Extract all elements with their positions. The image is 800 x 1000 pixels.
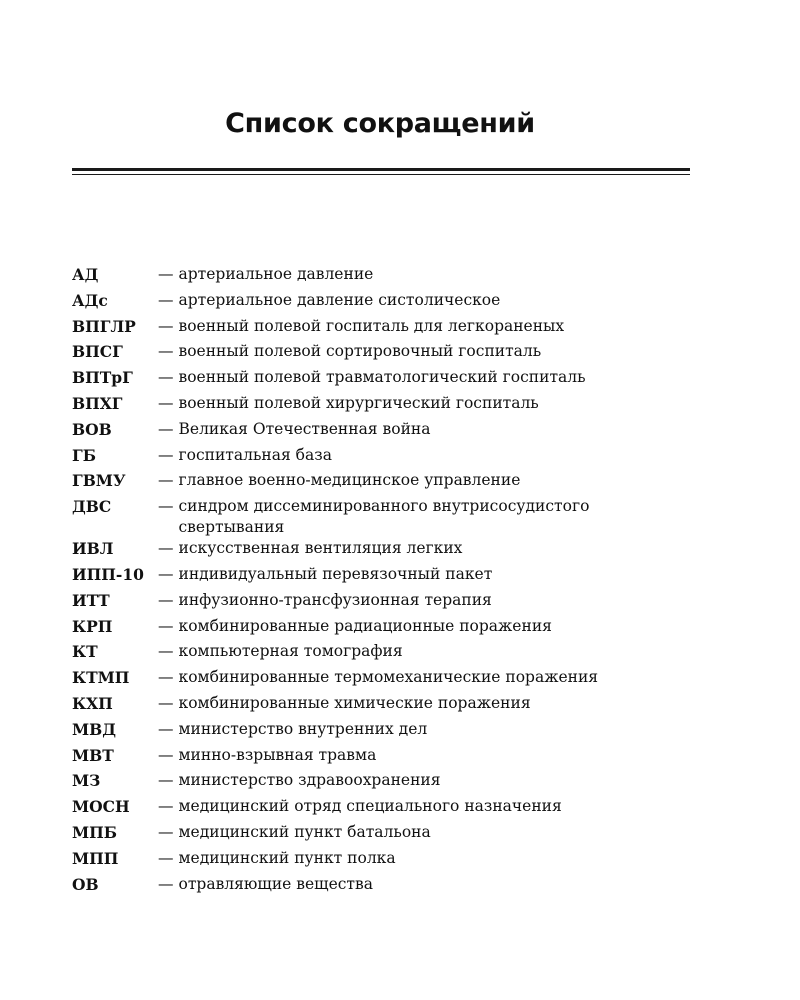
abbreviation-dash: — [158, 539, 174, 558]
abbreviation-term: МЗ [72, 771, 101, 791]
abbreviation-row [72, 848, 642, 874]
abbreviation-term: ВОВ [72, 419, 112, 439]
abbreviation-term: ИПП-10 [72, 564, 144, 584]
abbreviation-dash: — [158, 342, 174, 361]
abbreviation-definition: Великая Отечественная война [178, 419, 431, 438]
abbreviation-row [72, 538, 642, 564]
abbreviation-definition: комбинированные термомеханические поражения [178, 668, 599, 687]
abbreviation-definition: военный полевой хирургический госпиталь [178, 393, 539, 412]
abbreviation-term: ГБ [72, 445, 96, 465]
abbreviation-dash: — [158, 265, 174, 283]
abbreviation-dash: — [158, 642, 174, 661]
abbreviation-definition: военный полевой сортировочный госпиталь [178, 342, 542, 361]
abbreviation-row [72, 470, 642, 496]
abbreviation-dash: — [158, 719, 174, 738]
abbreviation-row [72, 341, 642, 367]
abbreviation-row [72, 590, 642, 616]
abbreviation-definition: комбинированные радиационные поражения [178, 616, 552, 635]
abbreviation-term: КТМП [72, 668, 130, 688]
abbreviation-definition: медицинский пункт батальона [178, 822, 431, 841]
abbreviation-dash: — [158, 874, 174, 893]
abbreviation-row [72, 564, 642, 590]
abbreviation-row [72, 641, 642, 667]
abbreviation-term: КТ [72, 642, 98, 662]
abbreviation-dash: — [158, 848, 174, 867]
abbreviation-dash: — [158, 590, 174, 609]
abbreviation-definition: министерство здравоохранения [178, 771, 441, 790]
abbreviation-dash: — [158, 316, 174, 335]
abbreviation-definition: минно-взрывная травма [178, 745, 377, 764]
abbreviation-dash: — [158, 564, 174, 583]
abbreviation-row [72, 719, 642, 745]
abbreviation-term: ИТТ [72, 590, 110, 610]
abbreviation-row [72, 367, 642, 393]
abbreviation-list [72, 264, 642, 899]
abbreviation-definition: искусственная вентиляция легких [178, 539, 463, 558]
abbreviation-row [72, 874, 642, 900]
abbreviation-definition: индивидуальный перевязочный пакет [178, 564, 493, 583]
abbreviation-term: ВПХГ [72, 393, 123, 413]
abbreviation-row [72, 496, 642, 538]
abbreviation-term: МОСН [72, 797, 130, 817]
abbreviation-definition: главное военно-медицинское управление [178, 471, 521, 490]
abbreviation-dash: — [158, 771, 174, 790]
abbreviation-term: ВПСГ [72, 342, 123, 362]
abbreviation-term: АД [72, 265, 99, 284]
abbreviation-row [72, 419, 642, 445]
abbreviation-row [72, 667, 642, 693]
abbreviation-term: МПБ [72, 822, 118, 842]
abbreviation-row [72, 264, 642, 290]
abbreviation-term: ВПГЛР [72, 316, 136, 336]
abbreviation-definition: инфузионно-трансфузионная терапия [178, 590, 492, 609]
abbreviation-dash: — [158, 616, 174, 635]
abbreviation-dash: — [158, 497, 174, 516]
abbreviation-term: МВД [72, 719, 117, 739]
abbreviation-row [72, 745, 642, 771]
abbreviation-definition: военный полевой травматологический госпиталь [178, 368, 586, 387]
abbreviation-dash: — [158, 797, 174, 816]
abbreviation-row [72, 445, 642, 471]
abbreviation-term: ВПТрГ [72, 368, 133, 388]
abbreviation-dash: — [158, 419, 174, 438]
abbreviation-term: КХП [72, 693, 113, 713]
abbreviation-definition: министерство внутренних дел [178, 719, 428, 738]
abbreviation-definition: медицинский отряд специального назначения [178, 797, 562, 816]
abbreviation-row [72, 393, 642, 419]
abbreviation-dash: — [158, 290, 174, 309]
abbreviation-dash: — [158, 368, 174, 387]
abbreviation-row [72, 822, 642, 848]
abbreviation-definition: отравляющие вещества [178, 874, 373, 893]
abbreviation-term: МВТ [72, 745, 114, 765]
abbreviation-term: ОВ [72, 874, 99, 894]
abbreviation-dash: — [158, 393, 174, 412]
abbreviation-term: АДс [72, 290, 108, 310]
abbreviation-row [72, 796, 642, 822]
title-rule-thick [72, 168, 690, 171]
abbreviation-row [72, 316, 642, 342]
abbreviation-term: КРП [72, 616, 113, 636]
abbreviation-definition: госпитальная база [178, 445, 332, 464]
title-rule-thin [72, 174, 690, 175]
abbreviation-dash: — [158, 445, 174, 464]
abbreviation-definition: синдром диссеминированного внутрисосудистого свертывания [178, 497, 590, 537]
abbreviation-dash: — [158, 745, 174, 764]
abbreviation-dash: — [158, 471, 174, 490]
abbreviation-term: ИВЛ [72, 539, 114, 559]
abbreviation-definition: артериальное давление [178, 265, 374, 283]
abbreviation-definition: компьютерная томография [178, 642, 403, 661]
abbreviation-definition: военный полевой госпиталь для легкораненых [178, 316, 565, 335]
abbreviation-definition: медицинский пункт полка [178, 848, 396, 867]
page-title: Список сокращений [225, 108, 535, 139]
abbreviation-definition: комбинированные химические поражения [178, 693, 531, 712]
abbreviation-row [72, 290, 642, 316]
abbreviation-row [72, 693, 642, 719]
abbreviation-row [72, 616, 642, 642]
abbreviation-term: ДВС [72, 497, 112, 517]
abbreviation-dash: — [158, 668, 174, 687]
abbreviation-dash: — [158, 822, 174, 841]
abbreviation-dash: — [158, 693, 174, 712]
abbreviation-row [72, 770, 642, 796]
abbreviation-term: МПП [72, 848, 119, 868]
abbreviation-term: ГВМУ [72, 471, 126, 491]
abbreviation-definition: артериальное давление систолическое [178, 290, 501, 309]
